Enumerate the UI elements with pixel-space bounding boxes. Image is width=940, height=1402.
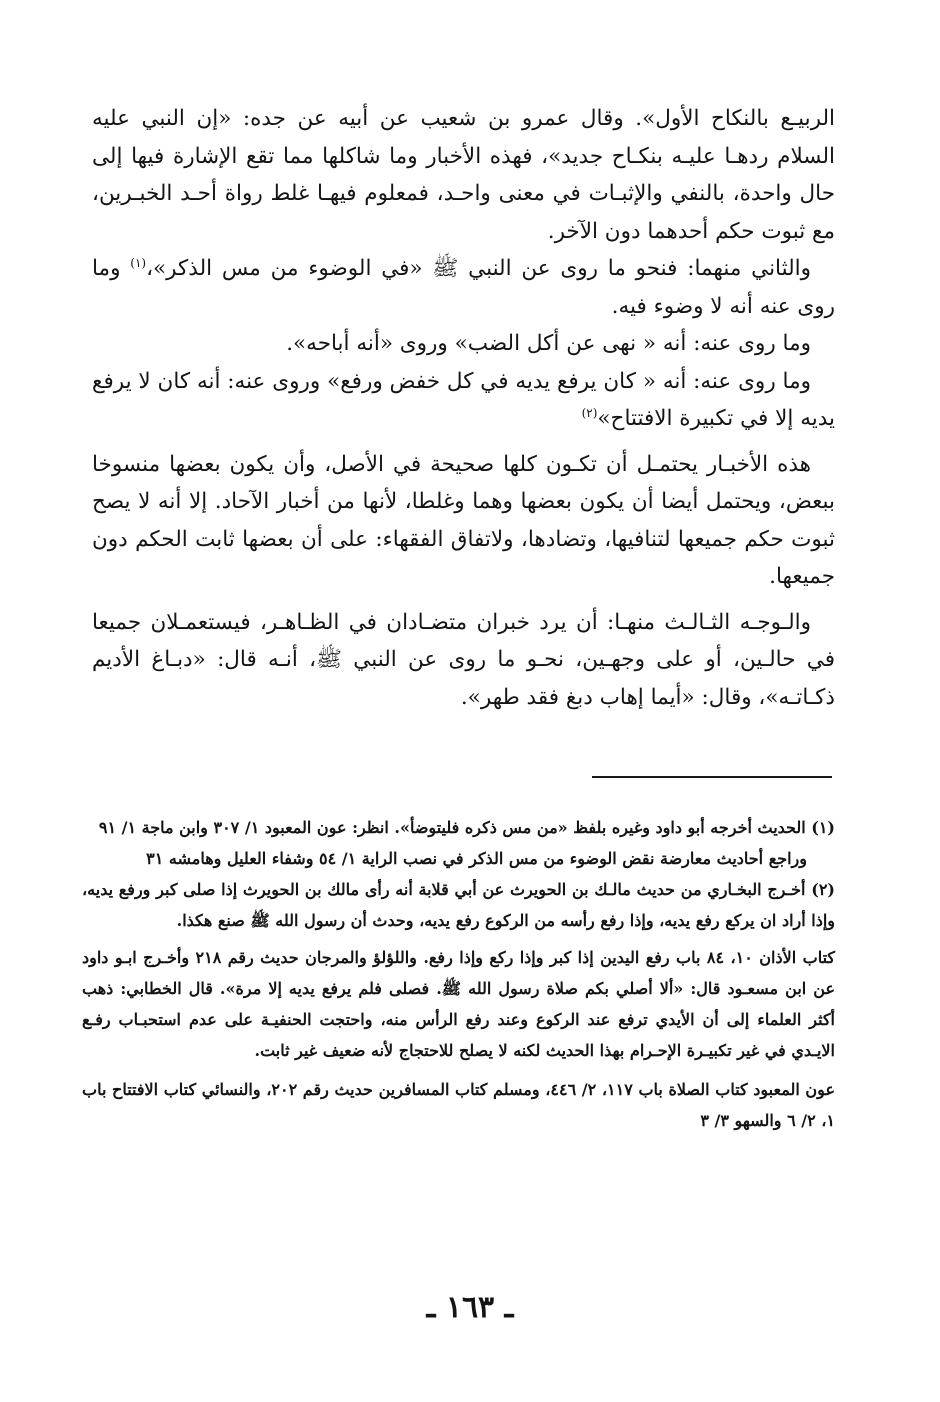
footnote-1-line-2: وراجع أحاديث معارضة نقض الوضوء من مس الذكر في نصب الراية ١/ ٥٤ وشفاء العليل وهامشه ٣١ — [146, 849, 807, 868]
paragraph-4 — [92, 363, 835, 438]
footnote-ref-2: (٢) — [581, 405, 598, 420]
footnote-1-line-1: (١) الحديث أخرجه أبو داود وغيره بلفظ «من مس ذكره فليتوضأ». انظر: عون المعبود ١/ ٣٠٧ وابن ماجة ١/ ٩١ — [98, 818, 835, 837]
footnote-ref-1: (١) — [130, 255, 147, 270]
paragraph-2 — [92, 250, 835, 325]
footnote-2-block-3: عون المعبود كتاب الصلاة باب ١١٧، ٢/ ٤٤٦، ومسلم كتاب المسافرين حديث رقم ٢٠٢، والنسائي كتاب الافتتاح باب ١، ٢/ ٦ والسهو ٣/ ٣ — [82, 1080, 835, 1130]
footnote-divider — [592, 776, 832, 778]
paragraph-2-text: والثاني منهما: فنحو ما روى عن النبي ﷺ «في الوضوء من مس الذكر»، — [146, 256, 811, 281]
page-number: ـ ١٦٣ ـ — [426, 1290, 514, 1325]
paragraph-1: الربيـع بالنكاح الأول». وقال عمرو بن شعيب عن أبيه عن جده: «إن النبي عليه السلام ردهـا عليـه بنكـاح جديد»، فهذه الأخبار وما شاكلها مما تقع الإشارة فيها إلى حال واحدة، بالنفي والإثبـات في معنى واحـد، فمعلوم فيهـا غلط رواة أحـد الخبـرين، مع ثبوت حكم أحدهما دون الآخر. — [92, 106, 835, 244]
main-text — [92, 100, 835, 716]
paragraph-4-text: وما روى عنه: أنه « كان يرفع يديه في كل خفض ورفع» وروى عنه: أنه كان لا يرفع يديه إلا في تكبيرة الافتتاح» — [92, 368, 835, 431]
footnote-2-block-2: كتاب الأذان ١٠، ٨٤ باب رفع اليدين إذا كبر وإذا ركع وإذا رفع. واللؤلؤ والمرجان حديث رقم ٢١٨ وأخـرج ابـو داود عن ابن مسعـود قال: «ألا أصلي بكم صلاة رسول الله ﷺ. فصلى فلم يرفع يديه إلا مرة». قال الخطابي: ذهب أكثر العلماء إلى أن الأيدي ترفع عند الركوع وعند رفع الرأس منه، واحتجت الحنفيـة على عدم استحبـاب رفـع الايـدي في غير تكبيـرة الإحـرام بهذا الحديث لكنه لا يصلح للاحتجاج لأنه ضعيف غير ثابت. — [82, 948, 836, 1060]
paragraph-5: هذه الأخبـار يحتمـل أن تكـون كلها صحيحة في الأصل، وأن يكون بعضها منسوخا ببعض، ويحتمل أيضا أن يكون بعضها وهما وغلطا، لأنها من أخبار الآحاد. إلا أنه لا يصح ثبوت حكم جميعها لتنافيها، وتضادها، ولاتفاق الفقهاء: على أن بعضها ثابت الحكم دون جميعها. — [92, 451, 835, 589]
paragraph-2-cont: وما روى عنه أنه لا وضوء فيه. — [92, 256, 835, 319]
paragraph-3: وما روى عنه: أنه « نهى عن أكل الضب» وروى «أنه أباحه». — [286, 331, 811, 356]
paragraph-6: والـوجـه الثـالـث منهـا: أن يرد خبران متضـادان في الظـاهـر، فيستعمـلان جميعا في حالـين، أو على وجهـين، نحـو ما روى عن النبي ﷺ، أنـه قال: «دبـاغ الأديم ذكـاتـه»، وقال: «أيما إهاب دبغ فقد طهر». — [92, 609, 835, 710]
footnotes — [82, 812, 835, 1136]
footnote-2-line-1: (٢) أخـرج البخـاري من حديث مالـك بن الحويرث عن أبي قلابة أنه رأى مالك بن الحويرث إذا صلى كبر ورفع يديه، وإذا أراد ان يركع رفع يديه، وإذا رفع رأسه من الركوع رفع يديه، وحدث أن رسول الله ﷺ صنع هكذا. — [82, 880, 835, 930]
